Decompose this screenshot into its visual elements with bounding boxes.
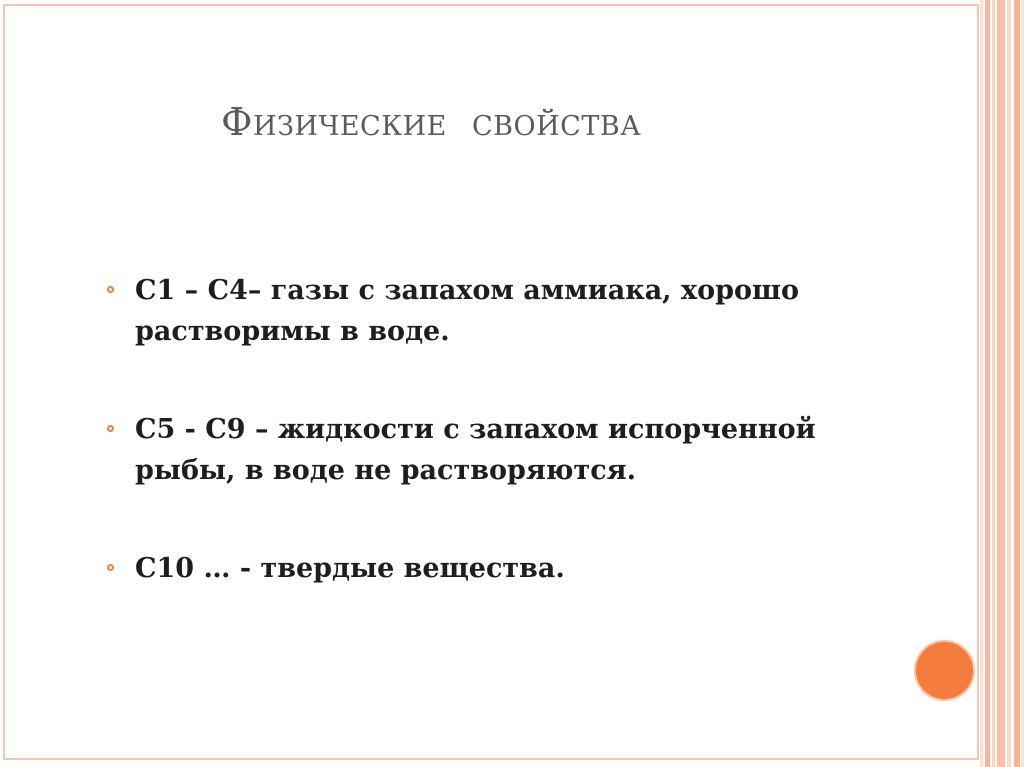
stripe	[980, 0, 983, 767]
bullet-text: С10 … - твердые вещества.	[135, 553, 565, 584]
bullet-icon	[107, 425, 114, 432]
stripe	[997, 0, 1005, 767]
stripe	[992, 0, 995, 767]
decorative-circle-icon	[914, 640, 975, 701]
decorative-stripes	[980, 0, 1024, 767]
stripe	[985, 0, 990, 767]
list-item	[102, 548, 922, 589]
list-item	[102, 270, 922, 352]
bullet-text: С5 - С9 – жидкости с запахом испорченной рыбы, в воде не растворяются.	[135, 414, 816, 486]
list-item	[102, 409, 922, 491]
stripe	[1014, 0, 1020, 767]
bullet-icon	[107, 564, 114, 571]
bullet-list	[102, 270, 922, 646]
page-title: Физические свойства	[221, 100, 642, 144]
stripe	[1007, 0, 1011, 767]
bullet-text: С1 – С4– газы с запахом аммиака, хорошо растворимы в воде.	[135, 275, 800, 347]
bullet-icon	[107, 286, 114, 293]
